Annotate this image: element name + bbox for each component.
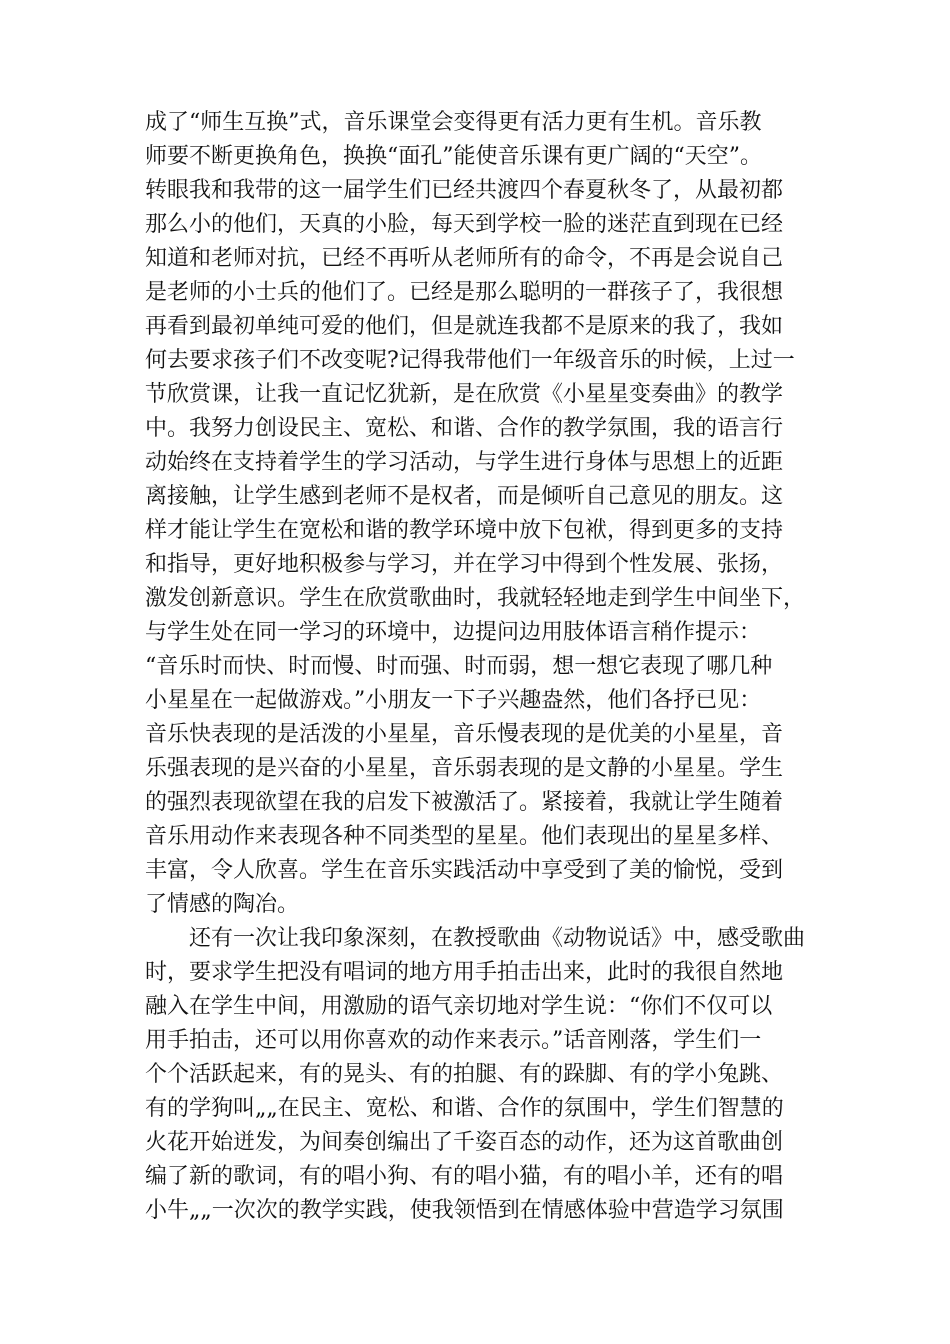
paragraph-line: 有的学狗叫„„在民主、宽松、和谐、合作的氛围中，学生们智慧的: [145, 1096, 784, 1121]
paragraph-line: 成了“师生互换”式，音乐课堂会变得更有活力更有生机。音乐教: [145, 110, 762, 135]
paragraph-line: 融入在学生中间，用激励的语气亲切地对学生说：“你们不仅可以: [145, 994, 773, 1019]
paragraph-line: 小牛„„一次次的教学实践，使我领悟到在情感体验中营造学习氛围: [145, 1198, 784, 1223]
paragraph-line: 乐强表现的是兴奋的小星星，音乐弱表现的是文静的小星星。学生: [145, 756, 784, 781]
paragraph-line: 音乐快表现的是活泼的小星星，音乐慢表现的是优美的小星星，音: [145, 722, 784, 747]
paragraph-line: “音乐时而快、时而慢、时而强、时而弱，想一想它表现了哪几种: [145, 654, 773, 679]
paragraph-line: 个个活跃起来，有的晃头、有的拍腿、有的跺脚、有的学小兔跳、: [145, 1062, 784, 1087]
paragraph-line: 是老师的小士兵的他们了。已经是那么聪明的一群孩子了，我很想: [145, 280, 784, 305]
paragraph-line: 激发创新意识。学生在欣赏歌曲时，我就轻轻地走到学生中间坐下，: [145, 586, 806, 611]
paragraph-line: 火花开始迸发，为间奏创编出了千姿百态的动作，还为这首歌曲创: [145, 1130, 784, 1155]
paragraph-line: 了情感的陶冶。: [145, 892, 300, 917]
paragraph-line: 小星星在一起做游戏。”小朋友一下子兴趣盎然，他们各抒已见：: [145, 688, 762, 713]
paragraph-line: 时，要求学生把没有唱词的地方用手拍击出来，此时的我很自然地: [145, 960, 784, 985]
paragraph-line: 何去要求孩子们不改变呢?记得我带他们一年级音乐的时候，上过一: [145, 348, 795, 373]
paragraph-line: 音乐用动作来表现各种不同类型的星星。他们表现出的星星多样、: [145, 824, 784, 849]
paragraph-line: 还有一次让我印象深刻，在教授歌曲《动物说话》中，感受歌曲: [145, 926, 806, 951]
paragraph-line: 那么小的他们，天真的小脸，每天到学校一脸的迷茫直到现在已经: [145, 212, 784, 237]
paragraph-line: 用手拍击，还可以用你喜欢的动作来表示。”话音刚落，学生们一: [145, 1028, 762, 1053]
paragraph-line: 中。我努力创设民主、宽松、和谐、合作的教学氛围，我的语言行: [145, 416, 784, 441]
paragraph-line: 师要不断更换角色，换换“面孔”能使音乐课有更广阔的“天空”。: [145, 144, 762, 169]
paragraph-line: 再看到最初单纯可爱的他们，但是就连我都不是原来的我了，我如: [145, 314, 784, 339]
paragraph-line: 丰富，令人欣喜。学生在音乐实践活动中享受到了美的愉悦，受到: [145, 858, 784, 883]
paragraph-line: 知道和老师对抗，已经不再听从老师所有的命令，不再是会说自己: [145, 246, 784, 271]
paragraph-line: 与学生处在同一学习的环境中，边提问边用肢体语言稍作提示：: [145, 620, 762, 645]
paragraph-line: 的强烈表现欲望在我的启发下被激活了。紧接着，我就让学生随着: [145, 790, 784, 815]
paragraph-line: 编了新的歌词，有的唱小狗、有的唱小猫，有的唱小羊，还有的唱: [145, 1164, 784, 1189]
paragraph-line: 离接触，让学生感到老师不是权者，而是倾听自己意见的朋友。这: [145, 484, 784, 509]
paragraph-line: 动始终在支持着学生的学习活动，与学生进行身体与思想上的近距: [145, 450, 784, 475]
paragraph-line: 和指导，更好地积极参与学习，并在学习中得到个性发展、张扬，: [145, 552, 784, 577]
paragraph-line: 样才能让学生在宽松和谐的教学环境中放下包袱，得到更多的支持: [145, 518, 784, 543]
paragraph-line: 转眼我和我带的这一届学生们已经共渡四个春夏秋冬了，从最初都: [145, 178, 784, 203]
paragraph-line: 节欣赏课，让我一直记忆犹新，是在欣赏《小星星变奏曲》的教学: [145, 382, 784, 407]
